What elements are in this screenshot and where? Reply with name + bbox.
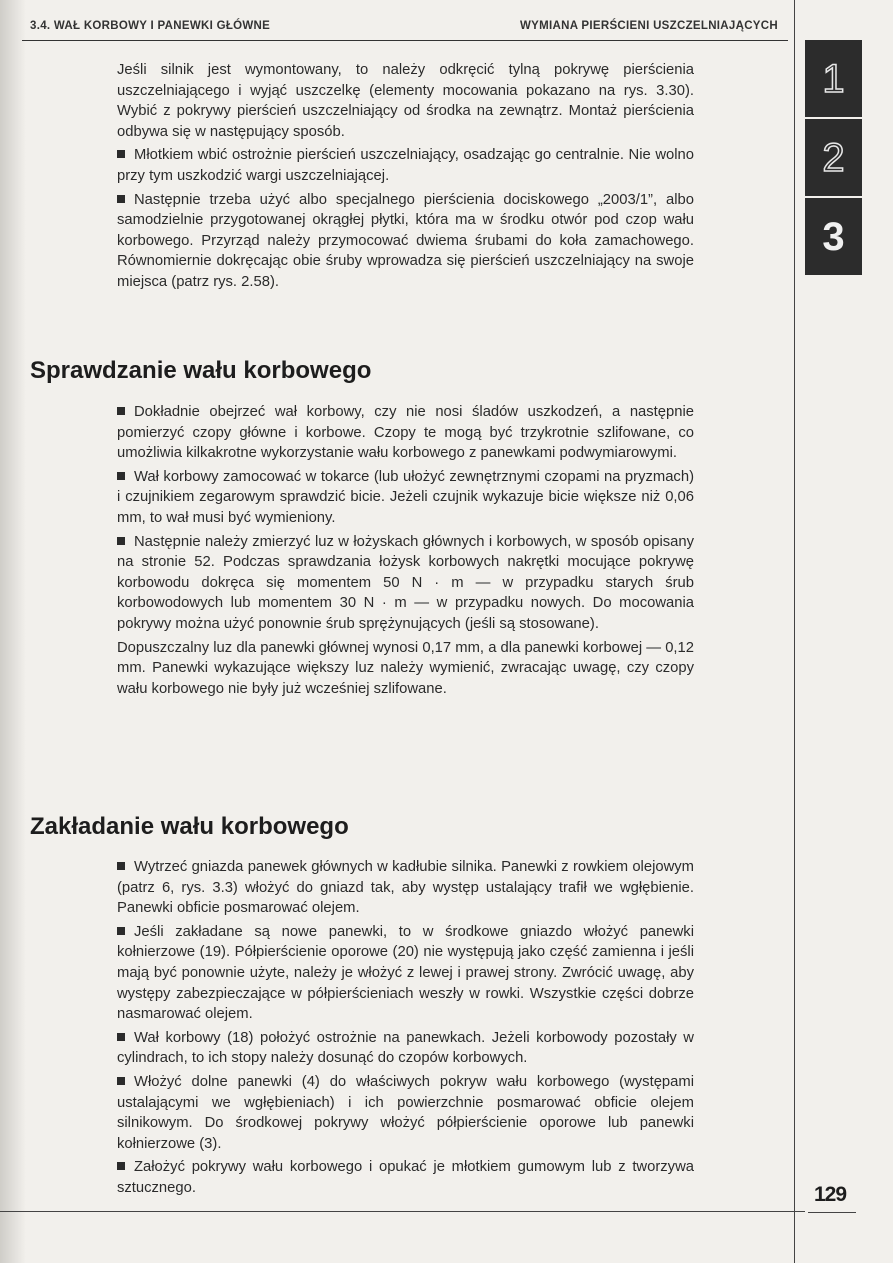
chapter-tab-label: 1 — [822, 56, 845, 101]
margin-rule — [794, 0, 795, 1263]
bullet-icon — [117, 1077, 125, 1085]
section1-block — [117, 402, 694, 702]
bullet-text: Następnie należy zmierzyć luz w łożyskach głównych i korbowych, w sposób opisany na stronie 52. Podczas sprawdzania łożysk korbowych nakrętki mocujące pokrywę korbowodu dokręca się momentem 50 N · m — w przypadku starych śrub korbowodowych lub momentem 30 N · m — w przypadku nowych. Do mocowania pokrywy można użyć ponownie śrub sprężynujących (jeśli są stosowane). — [117, 533, 694, 632]
page-binding-shadow — [0, 0, 26, 1263]
tolerance-paragraph: Dopuszczalny luz dla panewki głównej wynosi 0,17 mm, a dla panewki korbowej — 0,12 mm. Panewki wykazujące większy luz należy wymienić, zwracając uwagę, czy czopy wału korbowego nie były już wcześniej szlifowane. — [117, 639, 694, 697]
bullet-item — [117, 922, 694, 1025]
bullet-text: Dokładnie obejrzeć wał korbowy, czy nie nosi śladów uszkodzeń, a następnie pomierzyć czopy główne i korbowe. Czopy te mogą być trzykrotnie szlifowane, co umożliwia kilkakrotne wykorzystanie wału korbowego z panewkami podwymiarowymi. — [117, 404, 694, 462]
intro-paragraph: Jeśli silnik jest wymontowany, to należy odkręcić tylną pokrywę pierścienia uszczelniającego i wyjąć uszczelkę (elementy mocowania pokazano na rys. 3.30). Wybić z pokrywy pierścień uszczelniający od środka na zewnątrz. Montaż pierścienia odbywa się w następujący sposób. — [117, 62, 694, 140]
bullet-text: Jeśli zakładane są nowe panewki, to w środkowe gniazdo włożyć panewki kołnierzowe (19). Półpierścienie oporowe (20) nie występują jako część zamienna i jeśli mają być ponownie użyte, należy je włożyć z lewej i prawej strony. Zwrócić uwagę, aby występy zabezpieczające w półpierścieniach weszły w rowki. Wszystkie części dobrze nasmarować olejem. — [117, 923, 694, 1023]
header-rule — [22, 40, 788, 41]
bullet-item — [117, 532, 694, 635]
chapter-tab-label: 2 — [822, 135, 845, 180]
bullet-item — [117, 190, 694, 293]
bullet-icon — [117, 537, 125, 545]
bullet-icon — [117, 1033, 125, 1041]
page-number: 129 — [814, 1183, 847, 1206]
bullet-icon — [117, 407, 125, 415]
page-number-rule — [808, 1212, 856, 1213]
bullet-icon — [117, 472, 125, 480]
section-heading-crankshaft-install: Zakładanie wału korbowego — [30, 813, 349, 840]
bullet-item — [117, 857, 694, 919]
bullet-icon — [117, 1162, 125, 1170]
bullet-item — [117, 1028, 694, 1069]
intro-block — [117, 60, 694, 296]
bullet-item — [117, 145, 694, 186]
chapter-tab-2 — [805, 119, 862, 196]
footer-rule — [0, 1211, 805, 1212]
bullet-item — [117, 402, 694, 464]
bullet-text: Założyć pokrywy wału korbowego i opukać je młotkiem gumowym lub z tworzywa sztucznego. — [117, 1159, 694, 1196]
bullet-icon — [117, 195, 125, 203]
bullet-item — [117, 467, 694, 529]
section2-block — [117, 857, 694, 1202]
chapter-tab-label: 3 — [822, 214, 845, 259]
chapter-tab-1 — [805, 40, 862, 117]
bullet-text: Wał korbowy (18) położyć ostrożnie na panewkach. Jeżeli korbowody pozostały w cylindrach, to ich stopy należy dosunąć do czopów korbowych. — [117, 1029, 694, 1067]
bullet-text: Młotkiem wbić ostrożnie pierścień uszczelniający, osadzając go centralnie. Nie wolno przy tym uszkodzić wargi uszczelniającej. — [117, 147, 694, 184]
bullet-text: Wytrzeć gniazda panewek głównych w kadłubie silnika. Panewki z rowkiem olejowym (patrz 6, rys. 3.3) włożyć do gniazd tak, aby występ ustalający trafił we wgłębienie. Panewki obficie posmarować olejem. — [117, 859, 694, 917]
bullet-item — [117, 1072, 694, 1154]
header-section-title: WYMIANA PIERŚCIENI USZCZELNIAJĄCYCH — [520, 20, 778, 32]
bullet-icon — [117, 862, 125, 870]
bullet-item — [117, 1157, 694, 1198]
bullet-text: Wał korbowy zamocować w tokarce (lub ułożyć zewnętrznymi czopami na pryzmach) i czujnikiem zegarowym sprawdzić bicie. Jeżeli czujnik wykazuje bicie większe niż 0,06 mm, to wał musi być wymieniony. — [117, 468, 694, 526]
bullet-text: Włożyć dolne panewki (4) do właściwych pokryw wału korbowego (występami ustalającymi we wgłębieniach) i ich powierzchnie posmarować obficie olejem silnikowym. Do środkowej pokrywy włożyć półpierścienie oporowe lub panewki kołnierzowe (3). — [117, 1073, 694, 1152]
chapter-tab-3-active — [805, 198, 862, 275]
section-heading-crankshaft-check: Sprawdzanie wału korbowego — [30, 357, 372, 384]
bullet-icon — [117, 927, 125, 935]
header-chapter-title: 3.4. WAŁ KORBOWY I PANEWKI GŁÓWNE — [30, 20, 271, 32]
bullet-icon — [117, 150, 125, 158]
chapter-tabs — [805, 40, 862, 277]
bullet-text: Następnie trzeba użyć albo specjalnego pierścienia dociskowego „2003/1”, albo samodzielnie przygotowanej okrągłej płytki, która ma w środku otwór pod czop wału korbowego. Przyrząd należy przymocować dwiema śrubami do koła zamachowego. Równomiernie dokręcając obie śruby wprowadza się pierścień uszczelniający na swoje miejsca (patrz rys. 2.58). — [117, 191, 694, 290]
